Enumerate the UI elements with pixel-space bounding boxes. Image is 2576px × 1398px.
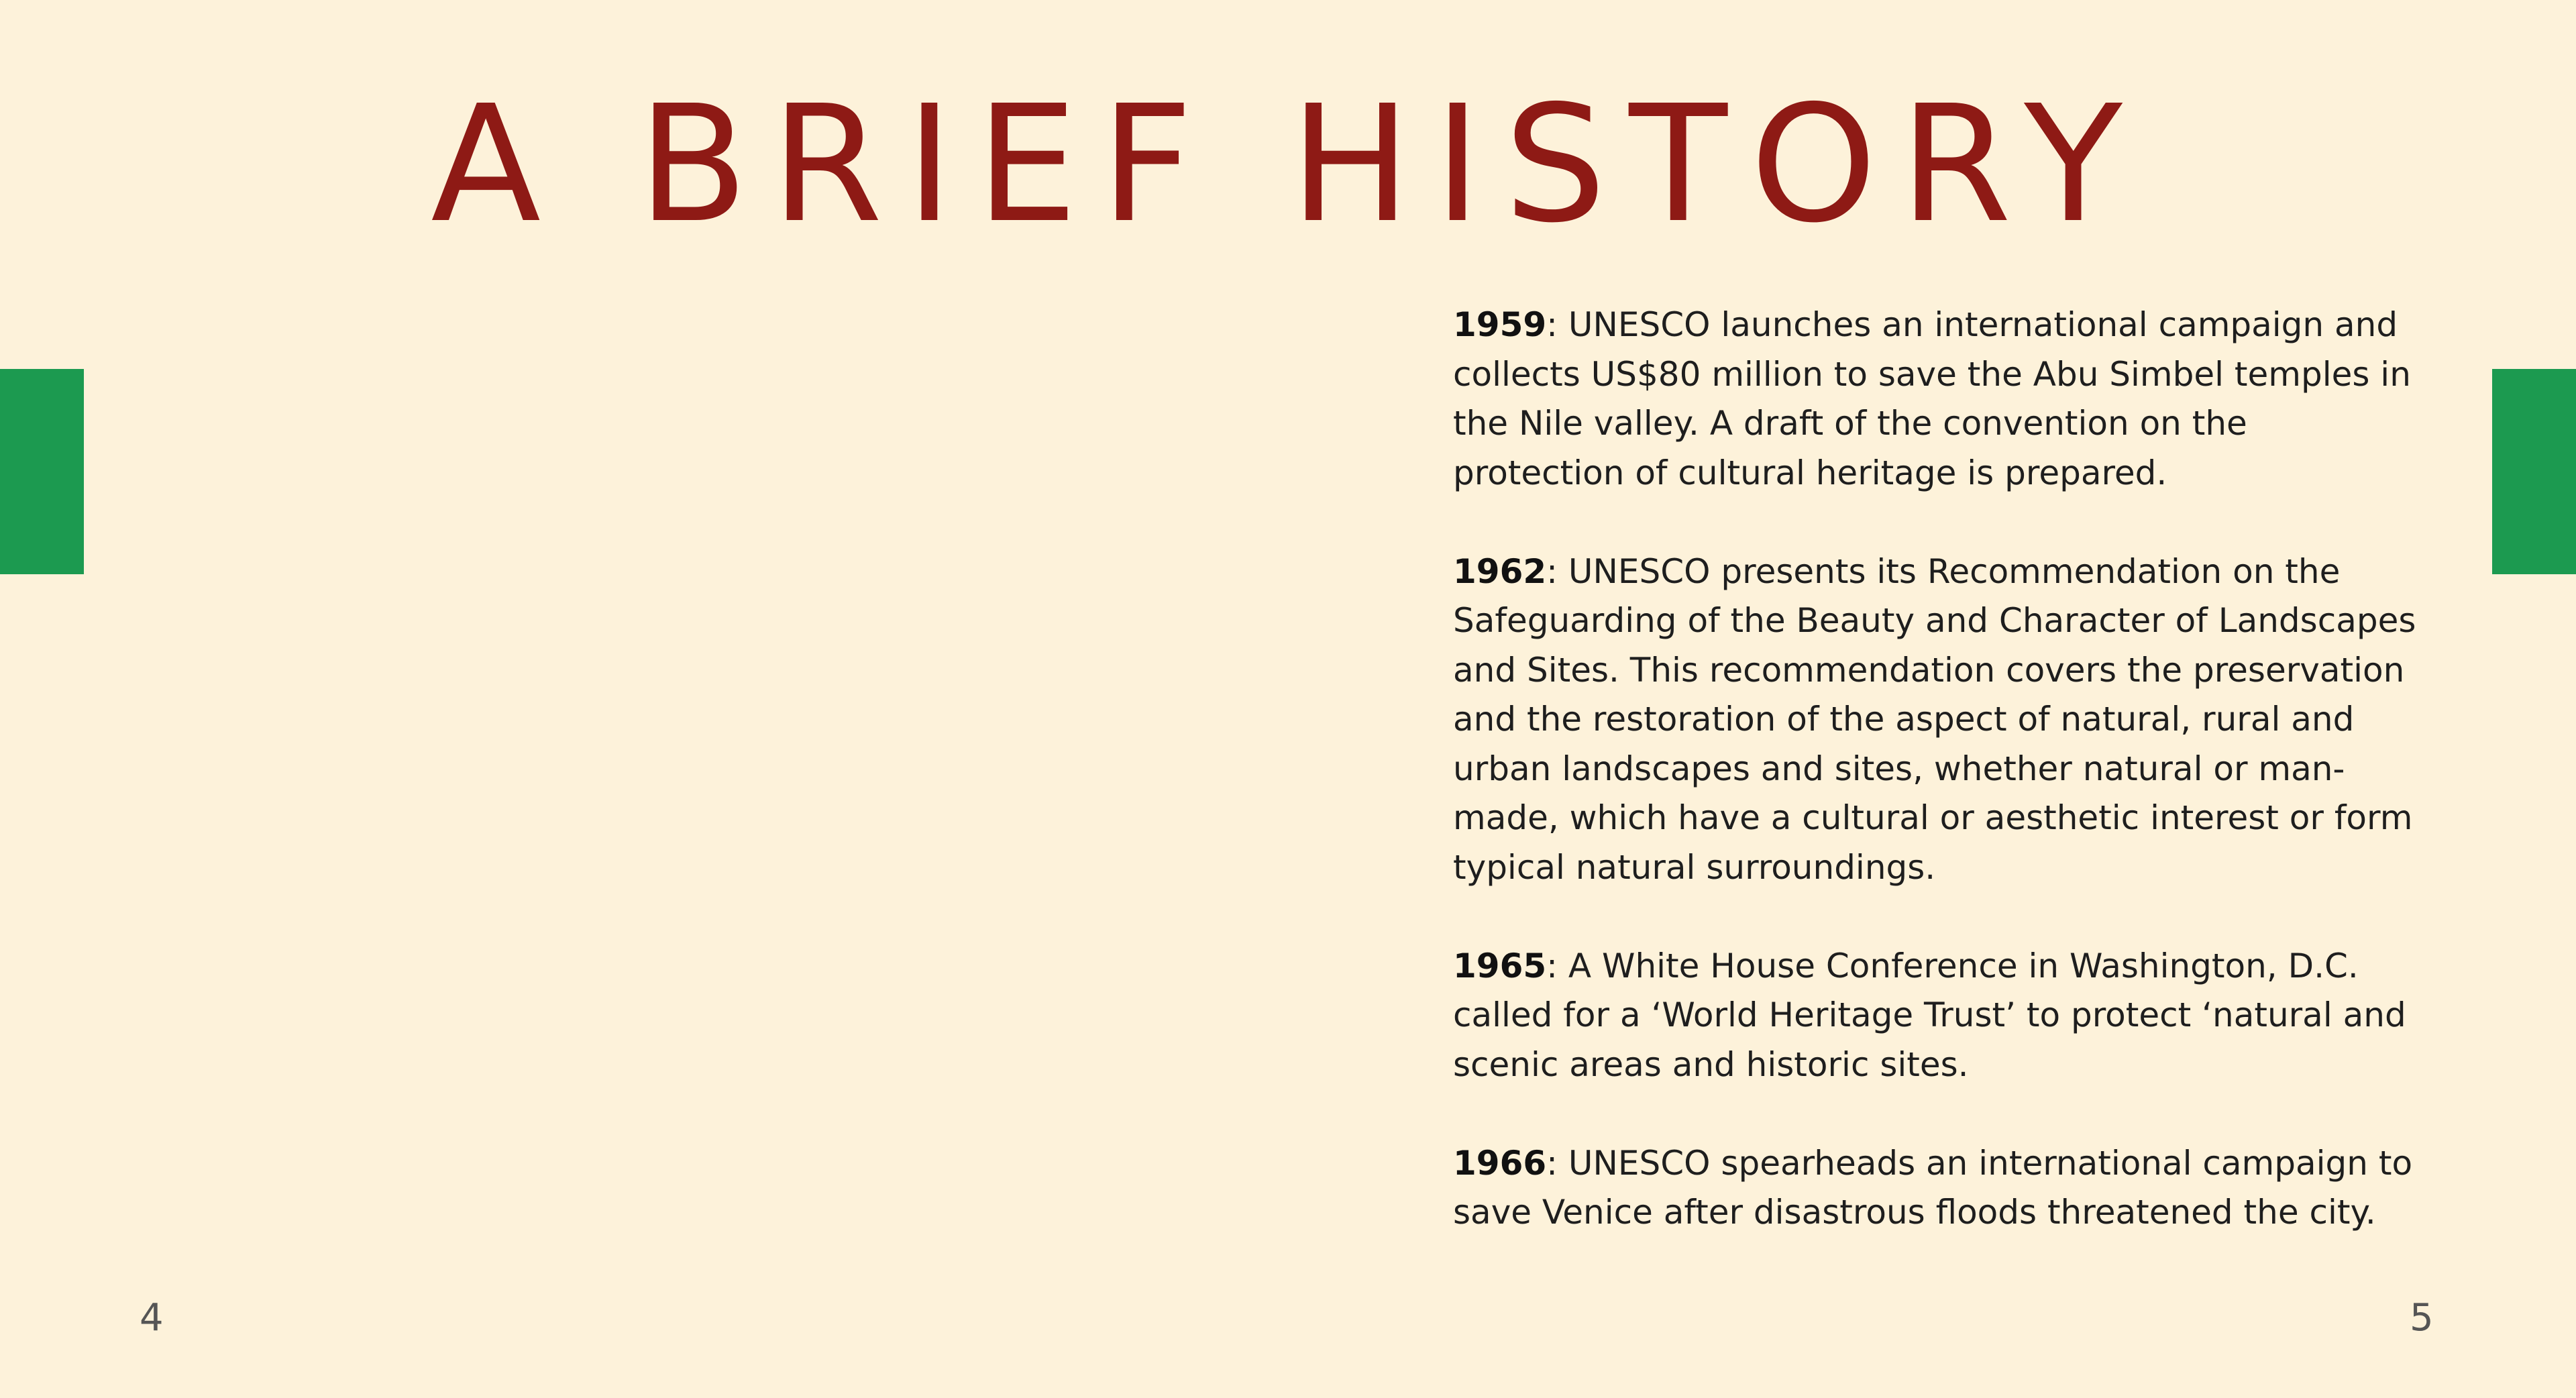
entry-text: : UNESCO launches an international campaign and collects US$80 million to save the Abu Simbel temples in the Nile valley. A draft of the convention on the protection of cultural heritage is prepared. <box>1453 305 2411 492</box>
history-entries <box>1453 301 2426 1238</box>
page-title: A BRIEF HISTORY <box>431 70 2145 258</box>
right-green-tab <box>2492 369 2576 574</box>
entry-year: 1962 <box>1453 551 1547 591</box>
entry-year: 1966 <box>1453 1143 1547 1183</box>
entry-text: : UNESCO spearheads an international campaign to save Venice after disastrous floods threatened the city. <box>1453 1143 2413 1232</box>
history-entry-1965 <box>1453 942 2426 1090</box>
page-number-right: 5 <box>2410 1296 2434 1340</box>
entry-text: : UNESCO presents its Recommendation on the Safeguarding of the Beauty and Character of Landscapes and Sites. This recommendation covers the preservation and the restoration of the aspect of natural, rural and urban landscapes and sites, whether natural or man-made, which have a cultural or aesthetic interest or form typical natural surroundings. <box>1453 551 2416 887</box>
page-number-left: 4 <box>140 1296 164 1340</box>
entry-text: : A White House Conference in Washington, D.C. called for a ‘World Heritage Trust’ to protect ‘natural and scenic areas and historic sites. <box>1453 946 2406 1084</box>
history-entry-1959 <box>1453 301 2426 498</box>
left-green-tab <box>0 369 84 574</box>
history-entry-1962 <box>1453 547 2426 893</box>
entry-year: 1965 <box>1453 946 1547 985</box>
entry-year: 1959 <box>1453 305 1547 344</box>
history-entry-1966 <box>1453 1139 2426 1238</box>
